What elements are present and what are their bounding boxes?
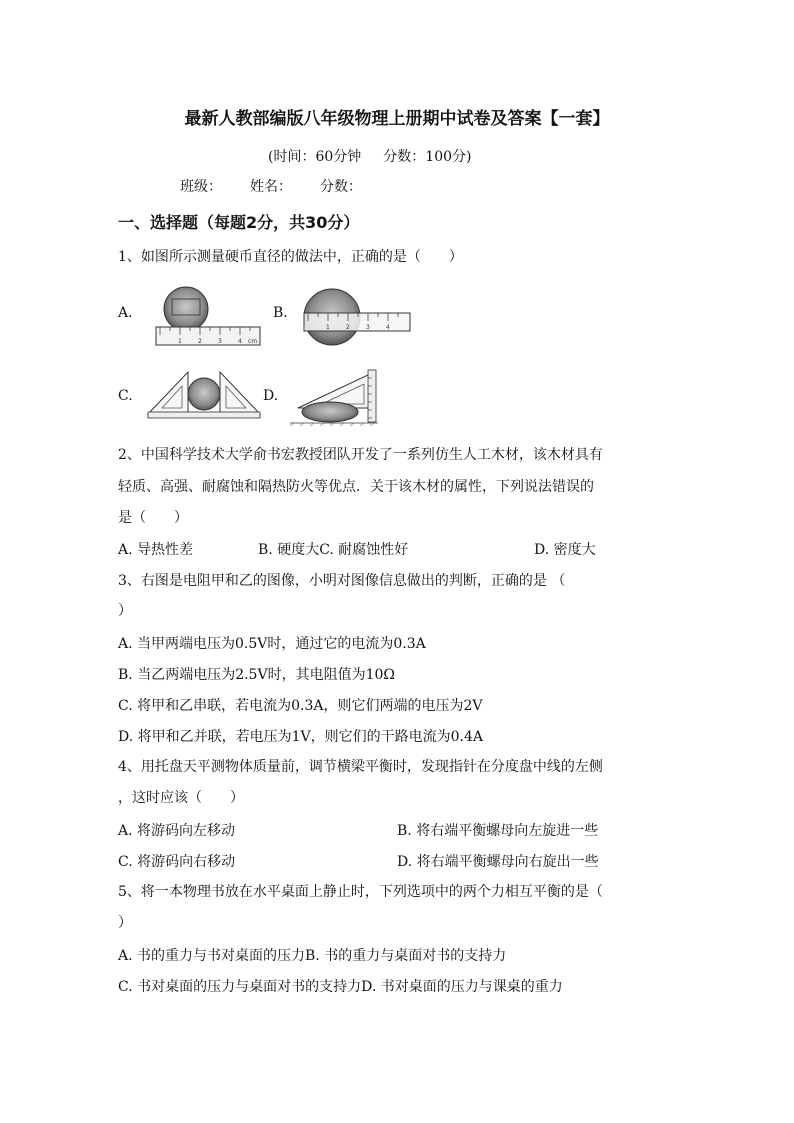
q5-line2: ） <box>118 915 132 931</box>
svg-text:1: 1 <box>326 324 330 331</box>
q2-option-a: A. 导热性差 <box>118 542 194 558</box>
q1-label-a: A. <box>118 305 133 321</box>
q3-option-a: A. 当甲两端电压为0.5V时，通过它的电流为0.3A <box>118 636 426 652</box>
svg-text:4: 4 <box>238 338 242 345</box>
coin-icon <box>302 402 358 422</box>
q2-option-b: B. 硬度大C. 耐腐蚀性好 <box>258 542 409 558</box>
exam-time: (时间：60分钟 <box>268 149 362 165</box>
q2-option-d: D. 密度大 <box>534 542 596 558</box>
coin-icon <box>188 378 220 410</box>
svg-text:1: 1 <box>178 338 182 345</box>
q2-line3: 是（ ） <box>118 510 188 526</box>
q4-option-b: B. 将右端平衡螺母向左旋进一些 <box>397 823 599 839</box>
svg-text:3: 3 <box>218 338 222 345</box>
exam-info <box>268 146 471 166</box>
q4-option-a: A. 将游码向左移动 <box>118 823 236 839</box>
svg-text:2: 2 <box>198 338 202 345</box>
figure-d-triangle-vertical-ruler <box>288 368 380 426</box>
q1-label-c: C. <box>118 388 133 404</box>
figure-a-coin-on-ruler <box>152 285 264 349</box>
q1-label-d: D. <box>263 388 279 404</box>
q3-option-d: D. 将甲和乙并联，若电压为1V，则它们的干路电流为0.4A <box>118 729 484 745</box>
q1-stem: 1、如图所示测量硬币直径的做法中，正确的是（ ） <box>118 249 463 265</box>
q4-line2: ，这时应该（ ） <box>118 790 244 806</box>
section-heading: 一、选择题（每题2分，共30分） <box>118 213 360 232</box>
q3-line1: 3、右图是电阻甲和乙的图像，小明对图像信息做出的判断，正确的是 （ <box>118 573 566 589</box>
q5-option-ab: A. 书的重力与书对桌面的压力B. 书的重力与桌面对书的支持力 <box>118 948 507 964</box>
figure-c-triangles-and-coin <box>146 368 262 420</box>
ruler-icon <box>304 313 410 331</box>
student-fields <box>180 176 390 196</box>
q2-line2: 轻质、高强、耐腐蚀和隔热防火等优点．关于该木材的属性，下列说法错误的 <box>118 479 594 495</box>
document-title: 最新人教部编版八年级物理上册期中试卷及答案【一套】 <box>184 109 610 129</box>
svg-text:3: 3 <box>366 324 370 331</box>
q4-line1: 4、用托盘天平测物体质量前，调节横梁平衡时，发现指针在分度盘中线的左侧 <box>118 759 603 775</box>
ruler-icon <box>148 412 260 418</box>
q4-option-c: C. 将游码向右移动 <box>118 854 236 870</box>
q3-line2: ） <box>118 603 132 619</box>
name-field: 姓名： <box>250 179 292 195</box>
svg-text:cm: cm <box>248 338 258 345</box>
svg-text:4: 4 <box>386 324 390 331</box>
q3-option-c: C. 将甲和乙串联，若电流为0.3A，则它们两端的电压为2V <box>118 698 483 714</box>
q5-line1: 5、将一本物理书放在水平桌面上静止时，下列选项中的两个力相互平衡的是（ <box>118 884 603 900</box>
ruler-icon <box>156 327 260 345</box>
q3-option-b: B. 当乙两端电压为2.5V时，其电阻值为10Ω <box>118 667 395 683</box>
q4-option-d: D. 将右端平衡螺母向右旋出一些 <box>397 854 599 870</box>
svg-text:2: 2 <box>346 324 350 331</box>
q5-option-cd: C. 书对桌面的压力与桌面对书的支持力D. 书对桌面的压力与课桌的重力 <box>118 979 563 995</box>
score-field: 分数： <box>320 179 362 195</box>
coin-icon <box>164 287 208 331</box>
class-field: 班级： <box>180 179 222 195</box>
q1-label-b: B. <box>273 305 288 321</box>
figure-b-ruler-over-coin <box>296 285 414 349</box>
exam-total-score: 分数：100分) <box>383 149 472 165</box>
q2-line1: 2、中国科学技术大学俞书宏教授团队开发了一系列仿生人工木材，该木材具有 <box>118 447 603 463</box>
